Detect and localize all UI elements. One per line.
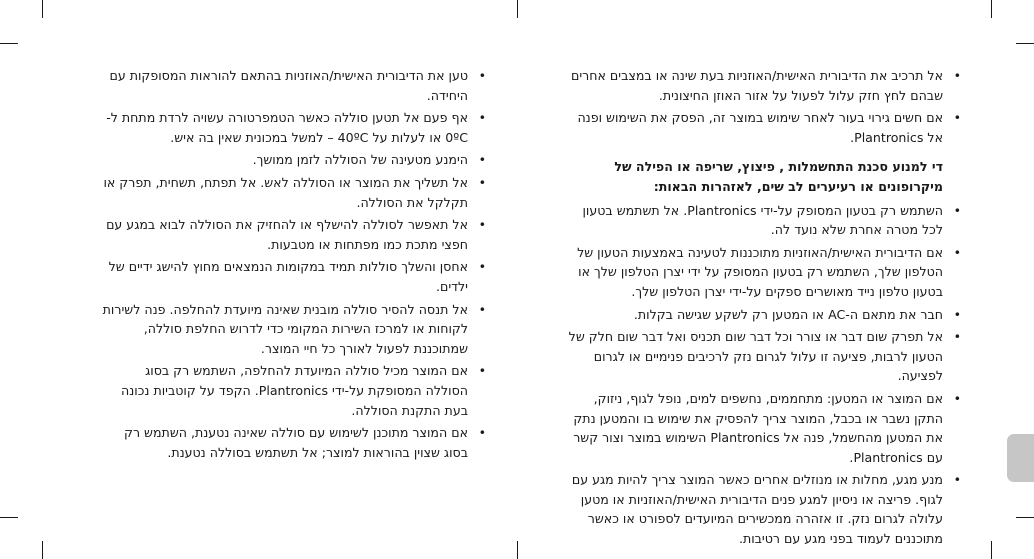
- safety-list-bottom: [561, 201, 963, 549]
- list-item: • אל תשליך את המוצר או הסוללה לאש. אל תפתח, תשחית, תפרק או תקלקל את הסוללה.: [100, 173, 488, 212]
- list-item: • הימנע מטעינה של הסוללה לזמן ממושך.: [100, 150, 488, 170]
- crop-mark: [991, 541, 992, 559]
- crop-mark: [0, 517, 18, 518]
- list-item: • חבר את מתאם ה-AC או המטען רק לשקע שגישה בקלות.: [561, 305, 963, 325]
- list-item: • אחסן והשלך סוללות תמיד במקומות הנמצאים מחוץ להישג ידיים של ילדים.: [100, 257, 488, 296]
- crop-mark: [1016, 517, 1034, 518]
- section-tab: [1007, 434, 1034, 482]
- right-column: [561, 66, 963, 552]
- crop-mark: [1016, 43, 1034, 44]
- list-item: • אל תנסה להסיר סוללה מובנית שאינה מיועדת להחלפה. פנה לשירות לקוחות או למרכז השירות המקומי כדי לדרוש החלפת סוללה, שמתוכננת לפעול לאורך כל חיי המוצר.: [100, 300, 488, 359]
- list-item: • אם המוצר או המטען: מתחממים, נחשפים למים, נופל לגוף, ניזוק, התקן נשבר או בכבל, המוצר צריך להפסיק את שימוש בו והמטען נתק את המטען מהחשמל, פנה אל Plantronics השימוש במוצר וצור קשר עם Plantronics.: [561, 389, 963, 467]
- left-column: [100, 66, 488, 465]
- list-item: • אם הדיבורית האישית/האוזניות מתוכננות לטעינה באמצעות הטעון של הטלפון שלך, השתמש רק בטעון המסופק על ידי יצרן הטלפון שלך או בטעון טלפון נייד מאושרים ספקים על-ידי יצרן הטלפון שלך.: [561, 243, 963, 302]
- crop-mark: [517, 541, 518, 559]
- list-item: • אל תרכיב את הדיבורית האישית/האוזניות בעת שינה או במצבים אחרים שבהם לחץ חזק עלול לפעול על אזור האוזן החיצונית.: [561, 66, 963, 105]
- list-item: • אל תאפשר לסוללה להישלף או להחזיק את הסוללה לבוא במגע עם חפצי מתכת כמו מפתחות או מטבעות.: [100, 215, 488, 254]
- crop-mark: [42, 0, 43, 18]
- crop-mark: [42, 541, 43, 559]
- list-item: • השתמש רק בטעון המסופק על-ידי Plantronics. אל תשתמש בטעון לכל מטרה אחרת שלא נועד לה.: [561, 201, 963, 240]
- list-item: • אם המוצר מכיל סוללה המיועדת להחלפה, השתמש רק בסוג הסוללה המסופקת על-ידי Plantronics. הקפד על קוטביות נכונה בעת התקנת הסוללה.: [100, 361, 488, 420]
- list-item: • מנע מגע, מחלות או מנוזלים אחרים כאשר המוצר צריך להיות מגע עם לגוף. פריצה או ניסיון למגע פנים הדיבורית האישית/האוזניות או מטען עלולה לגרום נזק. זו אזהרה ממכשירים המיועדים לספורט או כאשר מתוכננים לעמוד בפני מגע עם רטיבות.: [561, 470, 963, 548]
- list-item: • טען את הדיבורית האישית/האוזניות בהתאם להוראות המסופקות עם היחידה.: [100, 66, 488, 105]
- warning-heading: די למנוע סכנת התחשמלות , פיצוץ, שריפה או הפילה של מיקרופונים או רעיערים לב שים, לאזהרות הבאות:: [614, 159, 943, 194]
- list-item: • אם המוצר מתוכנן לשימוש עם סוללה שאינה נטענת, השתמש רק בסוג שצוין בהוראות למוצר; אל תשתמש בסוללה נטענת.: [100, 423, 488, 462]
- safety-list-top: [561, 66, 963, 147]
- crop-mark: [517, 0, 518, 18]
- list-item: • אם חשים גירוי בעור לאחר שימוש במוצר זה, הפסק את השימוש ופנה אל Plantronics.: [561, 108, 963, 147]
- battery-safety-list: [100, 66, 488, 462]
- list-item: • אל תפרק שום דבר או צורר וכל דבר שום תכניס ואל דבר שום חלק של הטעון לרבות, פציעה זו עלול לגרום נזק לרכיבים פנימיים או לגרום לפציעה.: [561, 327, 963, 386]
- crop-mark: [0, 43, 18, 44]
- list-item: • אף פעם אל תטען סוללה כאשר הטמפרטורה עשויה לרדת מתחת ל- 0ºC או לעלות על 40ºC – למשל במכונית שאין בה איש.: [100, 108, 488, 147]
- crop-mark: [991, 0, 992, 18]
